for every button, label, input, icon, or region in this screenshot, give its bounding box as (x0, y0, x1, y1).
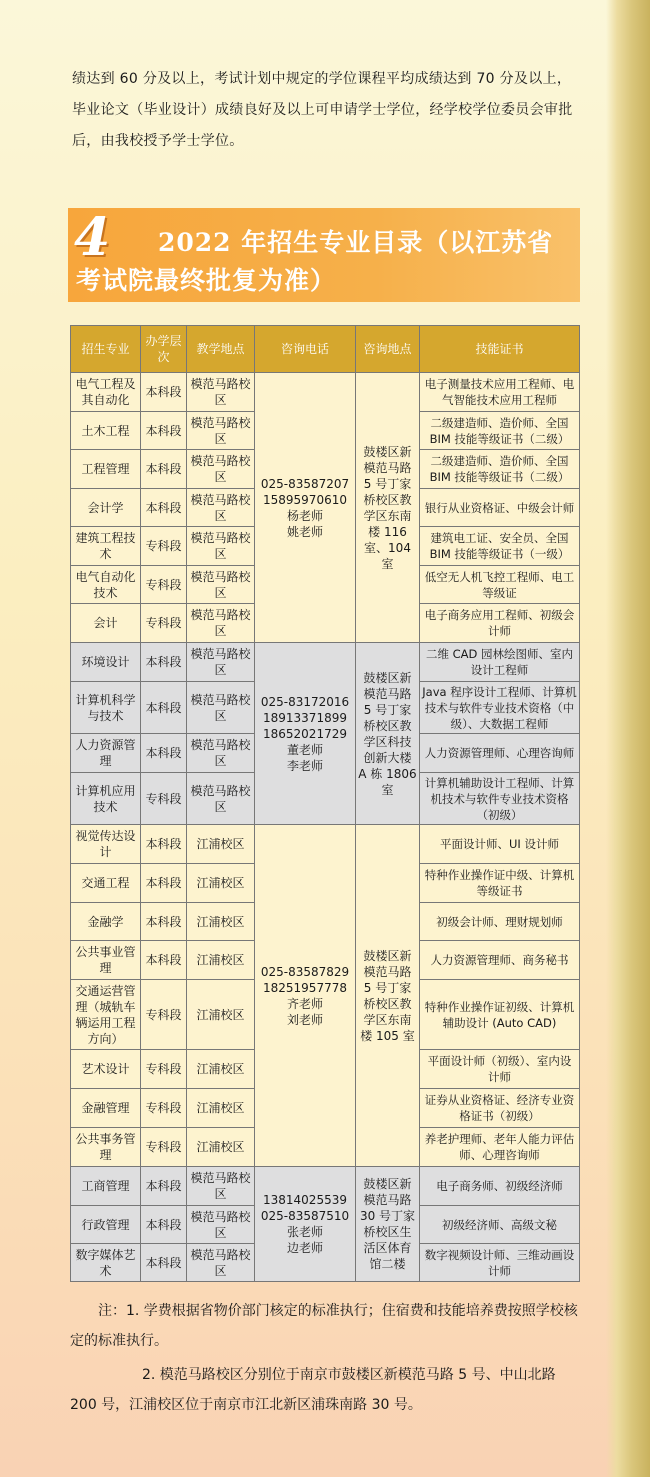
cell-level: 本科段 (141, 734, 187, 773)
cell-level: 专科段 (141, 566, 187, 604)
cell-major: 电气自动化技术 (71, 566, 141, 604)
decorative-side-band (606, 0, 650, 1477)
cell-phone: 025-83172016 18913371899 18652021729 董老师 李老师 (255, 643, 356, 825)
cell-cert: 低空无人机飞控工程师、电工等级证 (420, 566, 580, 604)
cell-cert: 二级建造师、造价师、全国 BIM 技能等级证书（二级） (420, 412, 580, 450)
cell-cert: 初级经济师、高级文秘 (420, 1206, 580, 1244)
cell-campus: 江浦校区 (187, 1050, 255, 1089)
cell-cert: 计算机辅助设计工程师、计算机技术与软件专业技术资格（初级） (420, 773, 580, 825)
cell-cert: 二维 CAD 园林绘图师、室内设计工程师 (420, 643, 580, 682)
header-campus: 教学地点 (187, 326, 255, 373)
cell-major: 工程管理 (71, 450, 141, 489)
cell-cert: 电子测量技术应用工程师、电气智能技术应用工程师 (420, 373, 580, 412)
cell-major: 会计 (71, 604, 141, 643)
note-1: 注：1. 学费根据省物价部门核定的标准执行；住宿费和技能培养费按照学校核定的标准执行。 (70, 1303, 578, 1349)
cell-level: 本科段 (141, 682, 187, 734)
cell-level: 本科段 (141, 864, 187, 903)
header-location: 咨询地点 (356, 326, 420, 373)
cell-campus: 模范马路校区 (187, 450, 255, 489)
cell-major: 视觉传达设计 (71, 825, 141, 864)
cell-level: 本科段 (141, 1167, 187, 1206)
cell-cert: 特种作业操作证初级、计算机辅助设计 (Auto CAD) (420, 980, 580, 1050)
header-major: 招生专业 (71, 326, 141, 373)
cell-major: 数字媒体艺术 (71, 1244, 141, 1282)
cell-cert: 数字视频设计师、三维动画设计师 (420, 1244, 580, 1282)
cell-level: 本科段 (141, 450, 187, 489)
cell-level: 专科段 (141, 527, 187, 566)
cell-cert: 证券从业资格证、经济专业资格证书（初级） (420, 1089, 580, 1128)
cell-major: 人力资源管理 (71, 734, 141, 773)
cell-cert: Java 程序设计工程师、计算机技术与软件专业技术资格（中级）、大数据工程师 (420, 682, 580, 734)
cell-cert: 养老护理师、老年人能力评估师、心理咨询师 (420, 1128, 580, 1167)
cell-level: 本科段 (141, 643, 187, 682)
cell-cert: 人力资源管理师、心理咨询师 (420, 734, 580, 773)
cell-cert: 特种作业操作证中级、计算机等级证书 (420, 864, 580, 903)
cell-major: 艺术设计 (71, 1050, 141, 1089)
cell-campus: 江浦校区 (187, 864, 255, 903)
header-phone: 咨询电话 (255, 326, 356, 373)
cell-campus: 模范马路校区 (187, 773, 255, 825)
cell-major: 交通工程 (71, 864, 141, 903)
cell-level: 本科段 (141, 1206, 187, 1244)
cell-major: 土木工程 (71, 412, 141, 450)
cell-cert: 平面设计师（初级）、室内设计师 (420, 1050, 580, 1089)
cell-cert: 人力资源管理师、商务秘书 (420, 941, 580, 980)
cell-level: 专科段 (141, 1089, 187, 1128)
cell-major: 电气工程及其自动化 (71, 373, 141, 412)
intro-paragraph: 绩达到 60 分及以上，考试计划中规定的学位课程平均成绩达到 70 分及以上，毕业论文（毕业设计）成绩良好及以上可申请学士学位，经学校学位委员会审批后，由我校授予学士学位。 (72, 71, 573, 149)
cell-level: 本科段 (141, 941, 187, 980)
cell-level: 本科段 (141, 825, 187, 864)
cell-major: 金融管理 (71, 1089, 141, 1128)
cell-campus: 江浦校区 (187, 980, 255, 1050)
cell-major: 公共事业管理 (71, 941, 141, 980)
cell-location: 鼓楼区新模范马路 5 号丁家桥校区教学区科技创新大楼 A 栋 1806 室 (356, 643, 420, 825)
cell-level: 专科段 (141, 604, 187, 643)
cell-level: 本科段 (141, 489, 187, 527)
cell-campus: 江浦校区 (187, 1128, 255, 1167)
cell-cert: 初级会计师、理财规划师 (420, 903, 580, 941)
cell-campus: 模范马路校区 (187, 566, 255, 604)
cell-major: 工商管理 (71, 1167, 141, 1206)
cell-phone: 025-83587207 15895970610 杨老师 姚老师 (255, 373, 356, 643)
note-2: 2. 模范马路校区分别位于南京市鼓楼区新模范马路 5 号、中山北路 200 号，江浦校区位于南京市江北新区浦珠南路 30 号。 (70, 1367, 556, 1413)
cell-location: 鼓楼区新模范马路 5 号丁家桥校区教学区东南楼 105 室 (356, 825, 420, 1167)
cell-phone: 13814025539 025-83587510 张老师 边老师 (255, 1167, 356, 1282)
header-level: 办学层次 (141, 326, 187, 373)
section-banner (68, 208, 580, 302)
cell-level: 专科段 (141, 980, 187, 1050)
cell-level: 本科段 (141, 1244, 187, 1282)
cell-phone: 025-83587829 18251957778 齐老师 刘老师 (255, 825, 356, 1167)
cell-campus: 模范马路校区 (187, 604, 255, 643)
cell-cert: 电子商务师、初级经济师 (420, 1167, 580, 1206)
cell-location: 鼓楼区新模范马路 5 号丁家桥校区教学区东南楼 116 室、104 室 (356, 373, 420, 643)
section-number: 4 (74, 207, 111, 268)
cell-campus: 模范马路校区 (187, 1206, 255, 1244)
cell-campus: 模范马路校区 (187, 1244, 255, 1282)
cell-major: 会计学 (71, 489, 141, 527)
notes (70, 1296, 582, 1420)
cell-level: 专科段 (141, 1128, 187, 1167)
cell-level: 专科段 (141, 773, 187, 825)
cell-campus: 江浦校区 (187, 825, 255, 864)
major-catalog-table (70, 325, 580, 1282)
cell-campus: 模范马路校区 (187, 527, 255, 566)
cell-major: 计算机科学与技术 (71, 682, 141, 734)
cell-level: 本科段 (141, 903, 187, 941)
cell-campus: 江浦校区 (187, 903, 255, 941)
cell-major: 行政管理 (71, 1206, 141, 1244)
cell-cert: 二级建造师、造价师、全国 BIM 技能等级证书（二级） (420, 450, 580, 489)
cell-major: 金融学 (71, 903, 141, 941)
cell-major: 交通运营管理（城轨车辆运用工程方向） (71, 980, 141, 1050)
cell-major: 公共事务管理 (71, 1128, 141, 1167)
cell-campus: 江浦校区 (187, 941, 255, 980)
cell-major: 建筑工程技术 (71, 527, 141, 566)
table-row (71, 643, 580, 682)
cell-major: 环境设计 (71, 643, 141, 682)
cell-campus: 模范马路校区 (187, 1167, 255, 1206)
cell-campus: 模范马路校区 (187, 412, 255, 450)
cell-level: 专科段 (141, 1050, 187, 1089)
cell-campus: 模范马路校区 (187, 682, 255, 734)
cell-campus: 模范马路校区 (187, 643, 255, 682)
table-header (71, 326, 580, 373)
cell-cert: 平面设计师、UI 设计师 (420, 825, 580, 864)
table-row (71, 1167, 580, 1206)
table-row (71, 825, 580, 864)
table-body (71, 373, 580, 1282)
cell-campus: 模范马路校区 (187, 373, 255, 412)
cell-campus: 江浦校区 (187, 1089, 255, 1128)
cell-cert: 电子商务应用工程师、初级会计师 (420, 604, 580, 643)
cell-location: 鼓楼区新模范马路 30 号丁家桥校区生活区体育馆二楼 (356, 1167, 420, 1282)
cell-cert: 银行从业资格证、中级会计师 (420, 489, 580, 527)
cell-cert: 建筑电工证、安全员、全国 BIM 技能等级证书（一级） (420, 527, 580, 566)
cell-major: 计算机应用技术 (71, 773, 141, 825)
header-cert: 技能证书 (420, 326, 580, 373)
cell-level: 本科段 (141, 373, 187, 412)
section-title: 2022 年招生专业目录（以江苏省考试院最终批复为准） (76, 228, 554, 295)
table-header-row (71, 326, 580, 373)
cell-level: 本科段 (141, 412, 187, 450)
cell-campus: 模范马路校区 (187, 489, 255, 527)
table-row (71, 373, 580, 412)
cell-campus: 模范马路校区 (187, 734, 255, 773)
